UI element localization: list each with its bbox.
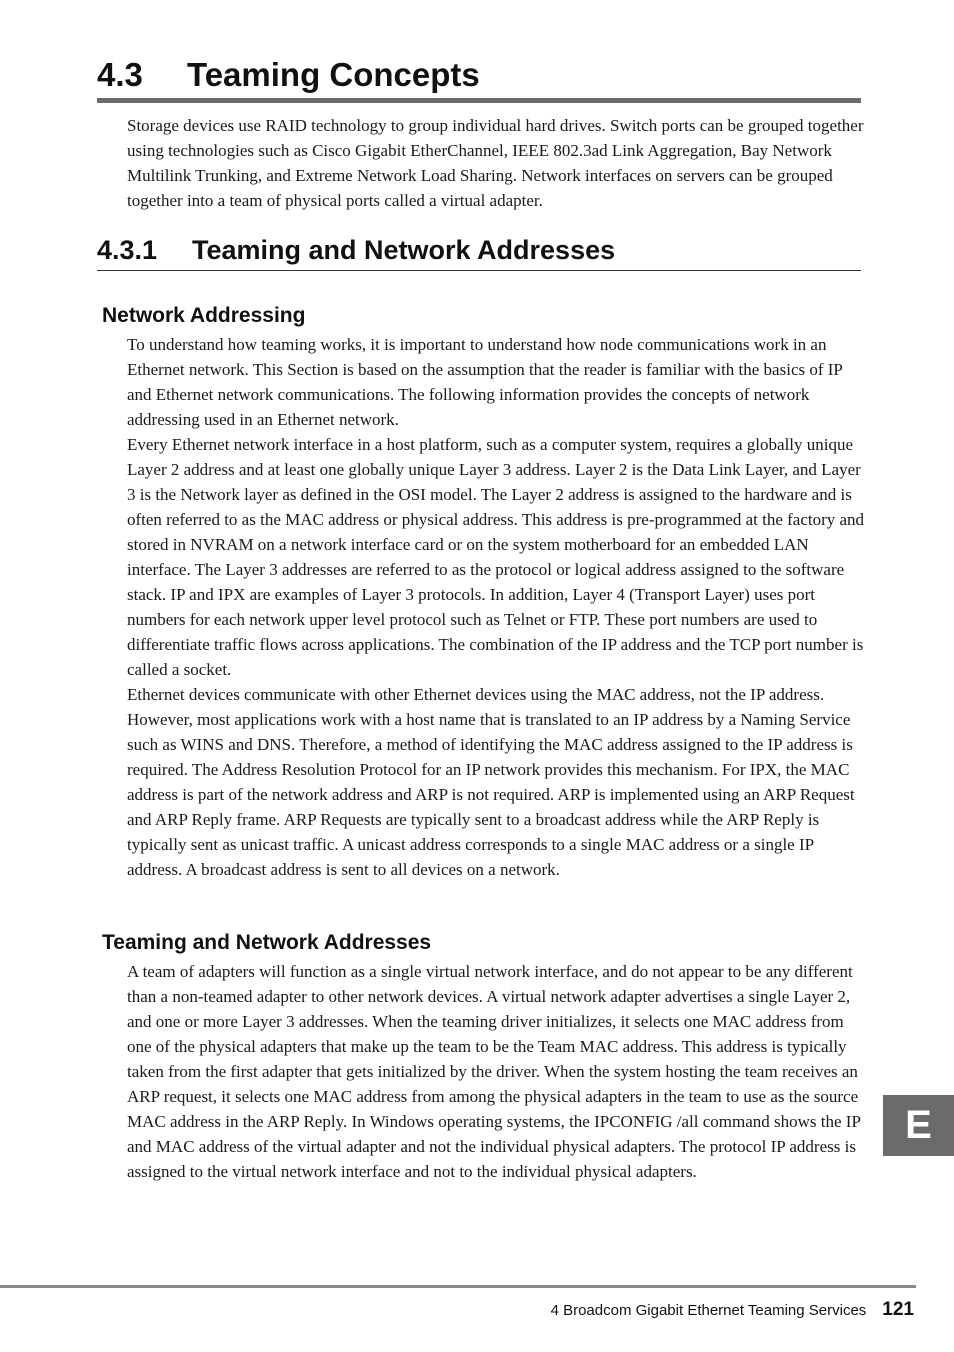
body-paragraph: Every Ethernet network interface in a host platform, such as a computer system, requires a globally unique Layer 2 address and at least one globally unique Layer 3 address. Layer 2 is the Data Link Layer, and Layer 3 is the Network layer as defined in the OSI model. The Layer 2 address is assigned to the hardware and is often referred to as the MAC address or physical address. This address is pre-programmed at the factory and stored in NVRAM on a network interface card or on the system motherboard for an embedded LAN interface. The Layer 3 addresses are referred to as the protocol or logical address assigned to the software stack. IP and IPX are examples of Layer 3 protocols. In addition, Layer 4 (Transport Layer) uses port numbers for each network upper level protocol such as Telnet or FTP. These port numbers are used to differentiate traffic flows across applications. The combination of the IP address and the TCP port number is called a socket. — [127, 435, 865, 679]
section-number: 4.3 — [97, 56, 143, 93]
network-addressing-body — [127, 332, 867, 882]
network-addressing-heading: Network Addressing — [102, 304, 306, 327]
section-heading — [97, 52, 861, 103]
subsection-title: Teaming and Network Addresses — [192, 235, 616, 265]
page-footer — [551, 1297, 914, 1324]
footer-chapter: 4 Broadcom Gigabit Ethernet Teaming Services — [550, 1302, 867, 1319]
body-paragraph: To understand how teaming works, it is important to understand how node communications work in an Ethernet network. This Section is based on the assumption that the reader is familiar with the basics of IP and Ethernet network communications. The following information provides the concepts of network addressing used in an Ethernet network. — [127, 335, 843, 429]
body-paragraph: A team of adapters will function as a single virtual network interface, and do not appear to be any different than a non-teamed adapter to other network devices. A virtual network adapter advertises a single Layer 2, and one or more Layer 3 addresses. When the teaming driver initializes, it selects one MAC address from one of the physical adapters that make up the team to be the Team MAC address. This address is typically taken from the first adapter that gets initialized by the driver. When the system hosting the team receives an ARP request, it selects one MAC address from among the physical adapters in the team to use as the source MAC address in the ARP Reply. In Windows operating systems, the IPCONFIG /all command shows the IP and MAC address of the virtual adapter and not the individual physical adapters. The protocol IP address is assigned to the virtual network interface and not to the individual physical adapters. — [127, 962, 861, 1181]
subsection-heading — [97, 230, 861, 271]
appendix-tab: E — [883, 1095, 954, 1156]
page-number: 121 — [882, 1299, 914, 1320]
intro-paragraph: Storage devices use RAID technology to group individual hard drives. Switch ports can be grouped together using technologies such as Cisco Gigabit EtherChannel, IEEE 802.3ad Link Aggregation, Bay Network Multilink Trunking, and Extreme Network Load Sharing. Network interfaces on servers can be grouped together into a team of physical ports called a virtual adapter. — [127, 116, 864, 210]
body-paragraph: Ethernet devices communicate with other Ethernet devices using the MAC address, not the IP address. However, most applications work with a host name that is translated to an IP address by a Naming Service such as WINS and DNS. Therefore, a method of identifying the MAC address assigned to the IP address is required. The Address Resolution Protocol for an IP network provides this mechanism. For IPX, the MAC address is part of the network address and ARP is not required. ARP is implemented using an ARP Request and ARP Reply frame. ARP Requests are typically sent to a broadcast address while the ARP Reply is typically sent as unicast traffic. A unicast address corresponds to a single MAC address or a single IP address. A broadcast address is sent to all devices on a network. — [127, 685, 855, 879]
intro-text-block — [127, 113, 867, 213]
subsection-number: 4.3.1 — [97, 235, 158, 265]
teaming-addresses-body — [127, 959, 867, 1184]
section-title: Teaming Concepts — [187, 56, 480, 93]
teaming-addresses-heading: Teaming and Network Addresses — [102, 931, 432, 954]
footer-divider — [0, 1285, 916, 1288]
